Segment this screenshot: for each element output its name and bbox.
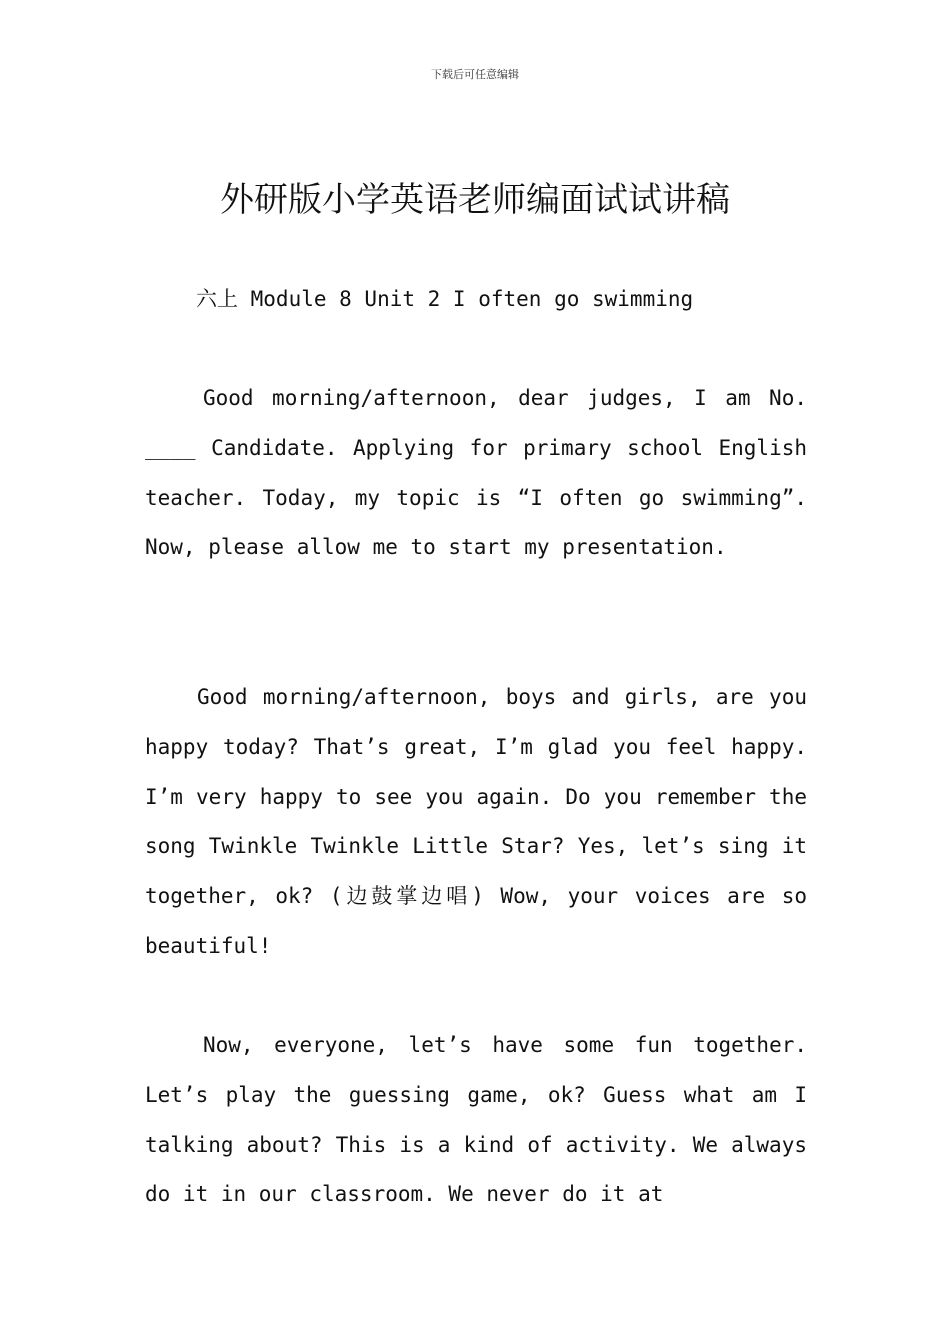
page-header-note: 下载后可任意编辑 [431, 68, 519, 81]
paragraph-greeting-judges: Good morning/afternoon, dear judges, I am No. ____ Candidate. Applying for primary school English teacher. Today, my topic is “I often go swimming”. Now, please allow me to start my presentation. [145, 386, 807, 560]
paragraph-guessing-game: Now, everyone, let’s have some fun together. Let’s play the guessing game, ok? Guess what am I talking about? This is a kind of activity. We always do it in our classroom. We never do it at [145, 1033, 807, 1207]
paragraph-warm-up: Good morning/afternoon, boys and girls, are you happy today? That’s great, I’m glad you feel happy. I’m very happy to see you again. Do you remember the song Twinkle Twinkle Little Star? Yes, let’s sing it together, ok? (边鼓掌边唱) Wow, your voices are so beautiful! [145, 685, 807, 958]
document-title: 外研版小学英语老师编面试试讲稿 [220, 180, 730, 220]
lesson-subtitle: 六上 Module 8 Unit 2 I often go swimming [196, 287, 694, 311]
